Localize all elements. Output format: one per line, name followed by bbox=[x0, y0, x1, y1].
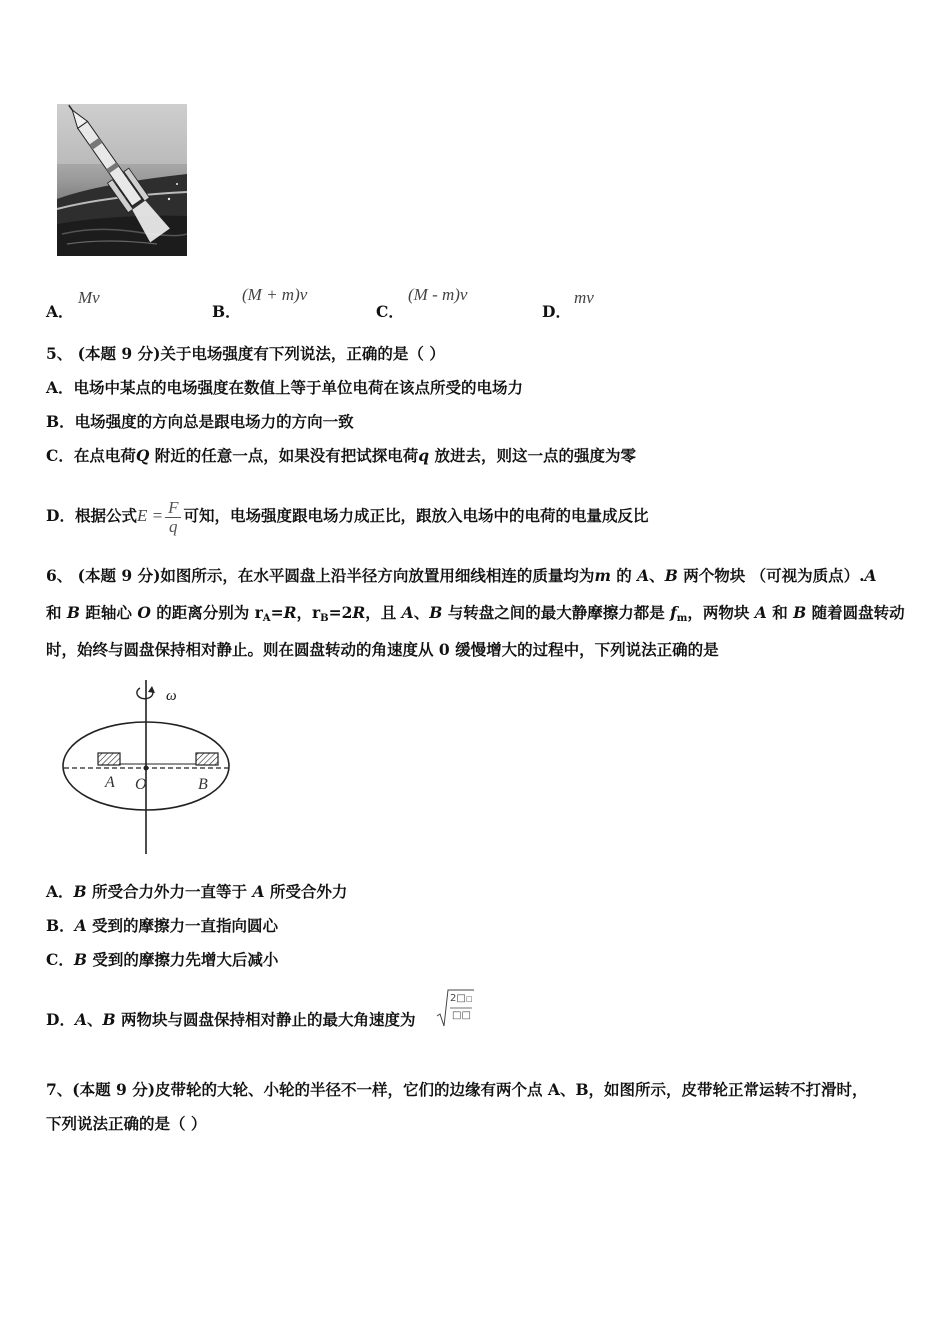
q6-option-a[interactable]: A．B 所受合力外力一直等于 A 所受合外力 bbox=[46, 882, 348, 901]
option-label: B． bbox=[212, 302, 241, 321]
q4-option-c[interactable] bbox=[376, 300, 404, 322]
q6-option-d[interactable]: D．A、B 两物块与圆盘保持相对静止的最大角速度为 bbox=[46, 1010, 416, 1029]
q7-stem-line1: 7、(本题 9 分)皮带轮的大轮、小轮的半径不一样，它们的边缘有两个点 A、B，如图所示，皮带轮正常运转不打滑时， bbox=[46, 1080, 868, 1099]
q5-option-a[interactable]: A．电场中某点的电场强度在数值上等于单位电荷在该点所受的电场力 bbox=[46, 378, 524, 397]
q4-option-b[interactable] bbox=[212, 300, 241, 322]
sqrt-denominator: □□ bbox=[452, 1010, 471, 1021]
sqrt-formula bbox=[436, 988, 476, 1028]
q4-option-d[interactable] bbox=[542, 300, 571, 322]
text: 放进去，则这一点的强度为零 bbox=[429, 446, 637, 465]
block-b-label: B bbox=[198, 776, 208, 793]
formula-fraction bbox=[165, 499, 181, 536]
rocket-launch-image bbox=[57, 104, 187, 256]
option-label: D． bbox=[542, 302, 571, 321]
q5-option-c[interactable] bbox=[46, 446, 636, 466]
omega-label: ω bbox=[166, 688, 177, 704]
q6-option-b[interactable]: B．A 受到的摩擦力一直指向圆心 bbox=[46, 916, 279, 935]
fraction-denominator: q bbox=[169, 516, 178, 536]
q7-stem-line2: 下列说法正确的是（ ） bbox=[46, 1114, 207, 1133]
formula-lhs: E = bbox=[136, 506, 164, 525]
q4-option-d-expr: mv bbox=[574, 288, 594, 307]
q4-option-b-expr: (M + m)v bbox=[242, 285, 308, 304]
fraction-numerator: F bbox=[165, 499, 181, 518]
block-a-label: A bbox=[105, 774, 115, 791]
var-q-big: Q bbox=[135, 446, 150, 465]
q5-stem: 5、 (本题 9 分)关于电场强度有下列说法，正确的是（ ） bbox=[46, 344, 445, 363]
sqrt-numerator: 2□ bbox=[450, 993, 466, 1004]
q4-option-c-expr: (M - m)v bbox=[408, 285, 468, 304]
option-label: C． bbox=[376, 302, 404, 321]
q6-stem-line2: 和 B 距轴心 O 的距离分别为 $r_A=R$，$r_B=2R$，且 A、B 与转盘之间的最大静摩擦力都是 $f_m$，两物块 A 和 B 随着圆盘转动 bbox=[46, 603, 905, 624]
text: 可知，电场强度跟电场力成正比，跟放入电场中的电荷的电量成反比 bbox=[183, 506, 649, 525]
text: C．在点电荷 bbox=[46, 446, 136, 465]
q4-option-a-expr: Mv bbox=[78, 288, 100, 307]
q6-stem-line3: 时，始终与圆盘保持相对静止。则在圆盘转动的角速度从 0 缓慢增大的过程中，下列说法正确的是 bbox=[46, 640, 719, 659]
var-q-small: q bbox=[418, 446, 430, 465]
text: 附近的任意一点，如果没有把试探电荷 bbox=[149, 446, 419, 465]
text: D．根据公式 bbox=[46, 506, 137, 525]
center-o-label: O bbox=[135, 776, 147, 793]
q5-option-d[interactable] bbox=[46, 498, 648, 538]
q4-option-a[interactable] bbox=[46, 300, 74, 322]
q6-stem-line1: 6、 (本题 9 分)如图所示，在水平圆盘上沿半径方向放置用细线相连的质量均为m 的 A、B 两个物块 （可视为质点）.A bbox=[46, 566, 877, 585]
q6-option-c[interactable]: C．B 受到的摩擦力先增大后减小 bbox=[46, 950, 279, 969]
option-label: A． bbox=[46, 302, 74, 321]
turntable-diagram bbox=[60, 676, 240, 858]
sqrt-numerator-sub: □ bbox=[465, 995, 473, 1003]
q5-option-b[interactable]: B．电场强度的方向总是跟电场力的方向一致 bbox=[46, 412, 354, 431]
